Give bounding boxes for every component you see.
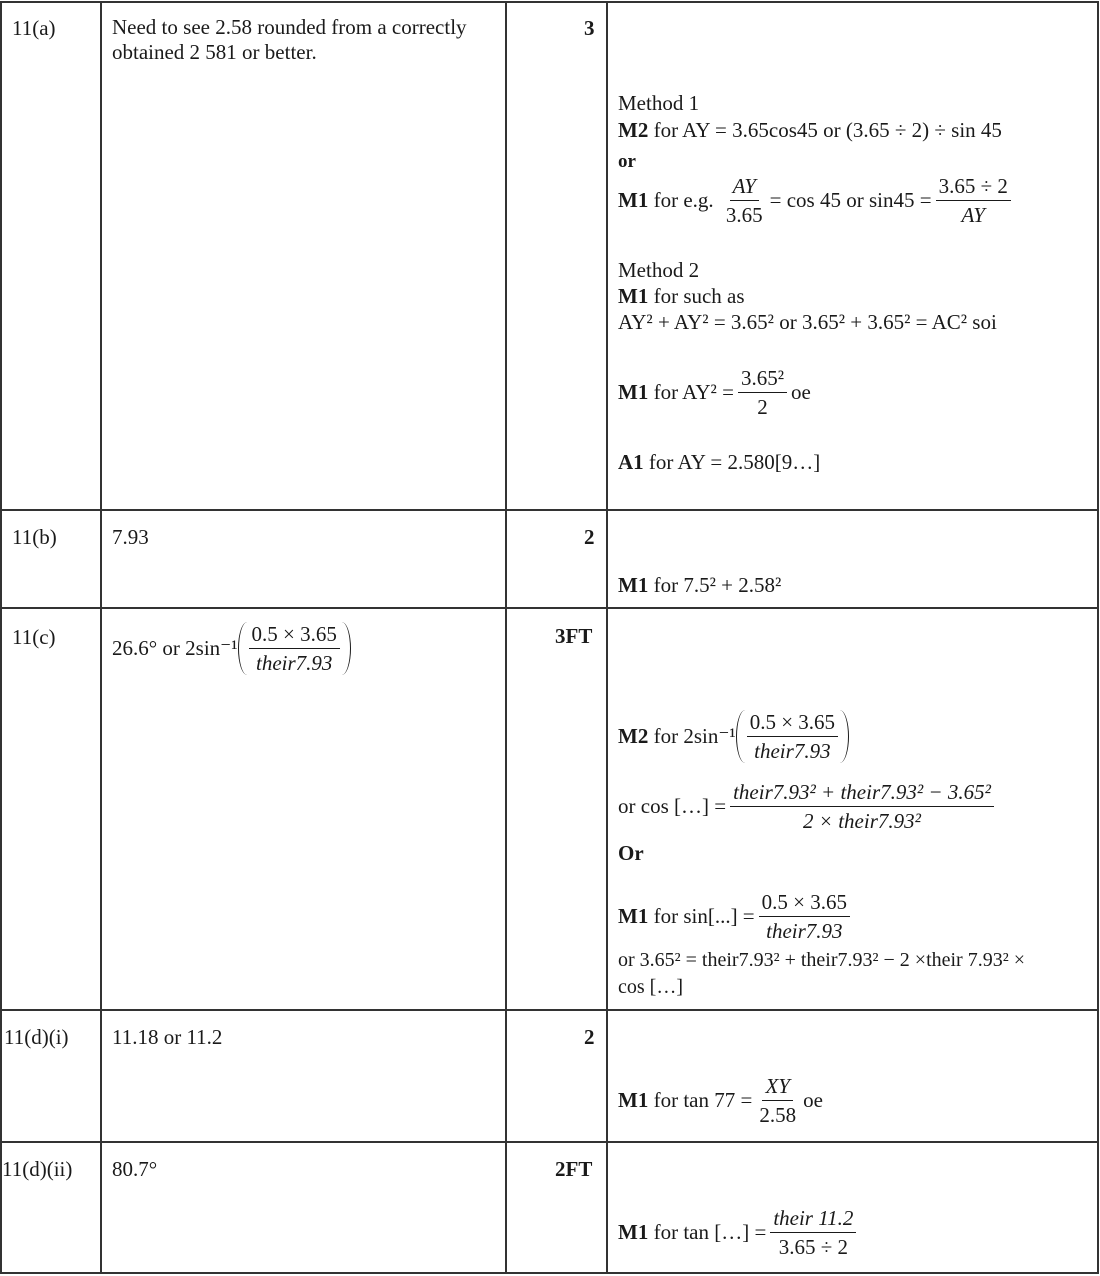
mark-code: M1 bbox=[618, 1220, 649, 1245]
mark-code: A1 bbox=[618, 450, 644, 474]
guidance-text: for tan 77 = bbox=[648, 1088, 753, 1113]
denominator: 2 × their7.93² bbox=[803, 809, 921, 834]
numerator: 3.65 ÷ 2 bbox=[936, 174, 1011, 201]
numerator: AY bbox=[730, 174, 759, 201]
method-1-heading: Method 1 bbox=[618, 91, 700, 115]
m1-guidance bbox=[618, 284, 745, 309]
mark-code: M2 bbox=[618, 724, 649, 749]
a1-guidance bbox=[618, 450, 820, 475]
fraction bbox=[730, 780, 994, 833]
question-number: 11(a) bbox=[12, 16, 56, 40]
answer-text: 80.7° bbox=[112, 1157, 158, 1181]
marks-value: 2FT bbox=[555, 1157, 593, 1181]
numerator: XY bbox=[762, 1074, 793, 1101]
table-border-right bbox=[1097, 1, 1099, 1273]
guidance-text: for AY² = bbox=[648, 380, 734, 405]
numerator: 0.5 × 3.65 bbox=[249, 622, 340, 649]
m2-guidance bbox=[618, 118, 1002, 143]
denominator: their7.93 bbox=[255, 651, 333, 676]
answer-text bbox=[112, 622, 351, 675]
table-border-bottom bbox=[0, 1272, 1099, 1274]
question-number: 11(b) bbox=[12, 525, 57, 549]
column-divider bbox=[606, 1, 608, 1273]
numerator: their 11.2 bbox=[770, 1206, 856, 1233]
denominator: their7.93 bbox=[754, 739, 831, 764]
guidance-text: for AY = 2.580[9…] bbox=[643, 450, 821, 474]
row-divider bbox=[0, 607, 1099, 609]
m1-guidance bbox=[618, 573, 781, 598]
marks-value: 3 bbox=[584, 16, 595, 40]
question-number: 11(c) bbox=[12, 625, 56, 649]
m1-guidance bbox=[618, 366, 811, 419]
table-border-top bbox=[0, 1, 1099, 3]
fraction bbox=[249, 622, 340, 675]
guidance-line: or 3.65² = their7.93² + their7.93² − 2 ×their 7.93² × bbox=[618, 949, 1025, 971]
equation: AY² + AY² = 3.65² or 3.65² + 3.65² = AC² soi bbox=[618, 310, 997, 334]
question-number: 11(d)(ii) bbox=[2, 1157, 73, 1181]
fraction bbox=[759, 890, 850, 943]
column-divider bbox=[100, 1, 102, 1273]
m1-guidance bbox=[618, 1206, 860, 1259]
m1-guidance bbox=[618, 890, 854, 943]
bracket-group bbox=[238, 622, 351, 675]
mark-code: M1 bbox=[618, 1088, 649, 1113]
fraction bbox=[747, 710, 838, 763]
guidance-text: for such as bbox=[648, 284, 745, 308]
bracket-group bbox=[736, 710, 849, 763]
marks-value: 2 bbox=[584, 1025, 595, 1049]
answer-text: 11.18 or 11.2 bbox=[112, 1025, 223, 1049]
cos-guidance bbox=[618, 780, 998, 833]
denominator: AY bbox=[961, 203, 985, 228]
guidance-text: for e.g. bbox=[648, 188, 719, 213]
fraction bbox=[756, 1074, 799, 1127]
numerator: 3.65² bbox=[738, 366, 787, 393]
marks-value: 3FT bbox=[555, 624, 593, 648]
mark-code: M2 bbox=[618, 118, 649, 142]
fraction bbox=[770, 1206, 856, 1259]
guidance-text: for AY = 3.65cos45 or (3.65 ÷ 2) ÷ sin 45 bbox=[648, 118, 1002, 142]
guidance-text: = cos 45 or sin45 = bbox=[769, 188, 932, 213]
row-divider bbox=[0, 509, 1099, 511]
guidance-text: or cos […] = bbox=[618, 794, 727, 819]
or-label: Or bbox=[618, 841, 644, 865]
denominator: 3.65 bbox=[725, 203, 763, 228]
mark-code: M1 bbox=[618, 284, 649, 308]
marks-value: 2 bbox=[584, 525, 595, 549]
answer-text: Need to see 2.58 rounded from a correctly obtained 2 581 or better. bbox=[112, 15, 467, 65]
mark-code: M1 bbox=[618, 380, 649, 405]
or-label: or bbox=[618, 151, 636, 172]
mark-code: M1 bbox=[618, 904, 649, 929]
numerator: 0.5 × 3.65 bbox=[759, 890, 850, 917]
guidance-text: oe bbox=[803, 1088, 823, 1113]
table-border-left bbox=[0, 1, 2, 1273]
guidance-line: cos […] bbox=[618, 976, 683, 998]
question-number: 11(d)(i) bbox=[4, 1025, 69, 1049]
denominator: 2 bbox=[757, 395, 768, 420]
denominator: 3.65 ÷ 2 bbox=[778, 1235, 848, 1260]
row-divider bbox=[0, 1009, 1099, 1011]
method-2-heading: Method 2 bbox=[618, 258, 700, 282]
guidance-text: for tan […] = bbox=[648, 1220, 767, 1245]
m1-guidance bbox=[618, 174, 1015, 227]
fraction bbox=[936, 174, 1011, 227]
guidance-text: for sin[...] = bbox=[648, 904, 755, 929]
guidance-text: for 2sin⁻¹ bbox=[648, 724, 736, 749]
answer-prefix: 26.6° or 2sin⁻¹ bbox=[112, 636, 238, 661]
column-divider bbox=[505, 1, 507, 1273]
m1-guidance bbox=[618, 1074, 823, 1127]
denominator: 2.58 bbox=[759, 1103, 797, 1128]
guidance-text: for 7.5² + 2.58² bbox=[648, 573, 782, 597]
m2-guidance bbox=[618, 710, 849, 763]
mark-code: M1 bbox=[618, 188, 649, 213]
row-divider bbox=[0, 1141, 1099, 1143]
answer-text: 7.93 bbox=[112, 525, 149, 549]
guidance-text: oe bbox=[791, 380, 811, 405]
numerator: 0.5 × 3.65 bbox=[747, 710, 838, 737]
numerator: their7.93² + their7.93² − 3.65² bbox=[730, 780, 994, 807]
fraction bbox=[723, 174, 766, 227]
mark-code: M1 bbox=[618, 573, 649, 597]
denominator: their7.93 bbox=[766, 919, 843, 944]
fraction bbox=[738, 366, 787, 419]
